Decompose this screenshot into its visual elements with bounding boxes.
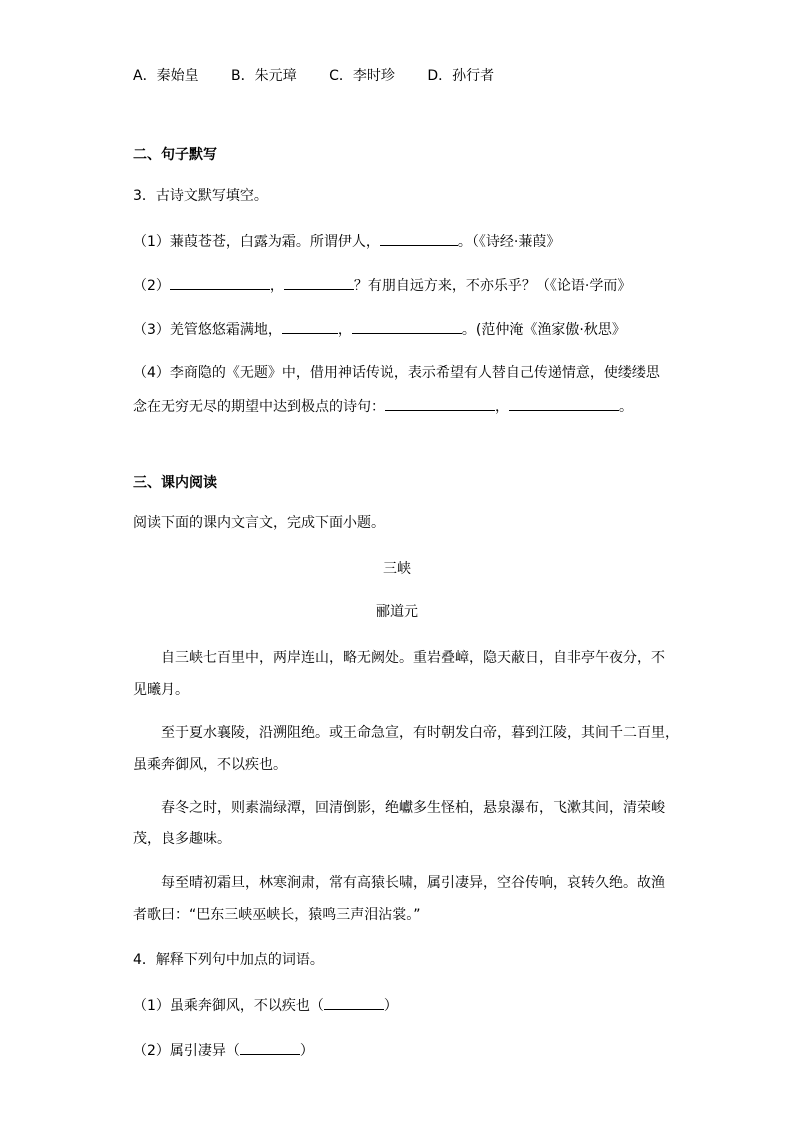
- reading-instructions: 阅读下面的课内文言文，完成下面小题。: [133, 515, 385, 531]
- answer-blank[interactable]: [170, 277, 270, 290]
- question-3-3: [133, 321, 664, 337]
- question-4-2-text: （2）属引凄异（: [133, 1043, 240, 1059]
- passage-paragraph-2-line-1: 至于夏水襄陵，沿溯阻绝。或王命急宣，有时朝发白帝，暮到江陵，其间千二百里，: [161, 725, 679, 741]
- period: 。: [619, 399, 633, 415]
- passage-paragraph-2-line-2: 虽乘奔御风，不以疾也。: [133, 757, 287, 773]
- answer-blank[interactable]: [282, 321, 338, 334]
- option-a: A．秦始皇: [133, 68, 199, 84]
- close-paren: ）: [299, 1043, 314, 1059]
- option-c: C．李时珍: [329, 68, 395, 84]
- passage-paragraph-1-line-2: 见曦月。: [133, 682, 189, 698]
- question-3-1: [133, 233, 664, 249]
- answer-blank[interactable]: [352, 321, 462, 334]
- answer-blank[interactable]: [284, 277, 354, 290]
- question-4-1: [133, 997, 664, 1013]
- question-4-1-text: （1）虽乘奔御风，不以疾也（: [133, 998, 324, 1014]
- question-4-stem: 4．解释下列句中加点的词语。: [133, 952, 324, 968]
- comma: ，: [495, 399, 509, 415]
- option-b: B．朱元璋: [231, 68, 297, 84]
- passage-paragraph-3-line-1: 春冬之时，则素湍绿潭，回清倒影，绝巘多生怪柏，悬泉瀑布，飞漱其间，清荣峻: [161, 800, 665, 816]
- question-3-2-label: （2）: [133, 278, 170, 294]
- option-d: D．孙行者: [427, 68, 495, 84]
- question-3-2: [133, 277, 664, 293]
- passage-paragraph-4-line-2: 者歌曰：“巴东三峡巫峡长，猿鸣三声泪沾裳。”: [133, 907, 421, 923]
- question-3-stem: 3．古诗文默写填空。: [133, 188, 268, 204]
- question-3-4-line-2: [133, 398, 664, 414]
- question-3-2-text: ？有朋自远方来，不亦乐乎？（《论语·学而》: [353, 278, 632, 294]
- answer-blank[interactable]: [324, 997, 384, 1010]
- passage-title: 三峡: [383, 561, 411, 577]
- answer-blank[interactable]: [509, 398, 619, 411]
- question-3-4-line-1: （4）李商隐的《无题》中，借用神话传说，表示希望有人替自己传递情意，使缕缕思: [133, 365, 660, 381]
- passage-author: 郦道元: [376, 604, 418, 620]
- close-paren: ）: [383, 998, 398, 1014]
- passage-paragraph-3-line-2: 茂，良多趣味。: [133, 831, 231, 847]
- question-3-4-text: 念在无穷无尽的期望中达到极点的诗句：: [133, 399, 385, 415]
- question-3-1-source: 。（《诗经·蒹葭》: [457, 234, 561, 250]
- question-3-3-source: 。(范仲淹《渔家傲·秋思》: [461, 322, 626, 338]
- answer-blank[interactable]: [385, 398, 495, 411]
- passage-paragraph-4-line-1: 每至晴初霜旦，林寒涧肃，常有高猿长啸，属引凄异，空谷传响，哀转久绝。故渔: [161, 875, 665, 891]
- answer-blank[interactable]: [240, 1042, 300, 1055]
- comma: ，: [337, 322, 352, 338]
- comma: ，: [269, 278, 284, 294]
- section-heading-in-class-reading: 三、课内阅读: [133, 475, 217, 491]
- question-3-3-text: （3）羌管悠悠霜满地，: [133, 322, 282, 338]
- question-3-1-text: （1）蒹葭苍苍，白露为霜。所谓伊人，: [133, 234, 380, 250]
- question-4-2: [133, 1042, 664, 1058]
- passage-paragraph-1-line-1: 自三峡七百里中，两岸连山，略无阙处。重岩叠嶂，隐天蔽日，自非亭午夜分，不: [161, 650, 665, 666]
- answer-blank[interactable]: [380, 233, 458, 246]
- answer-options: [133, 69, 664, 83]
- section-heading-sentence-dictation: 二、句子默写: [133, 147, 217, 163]
